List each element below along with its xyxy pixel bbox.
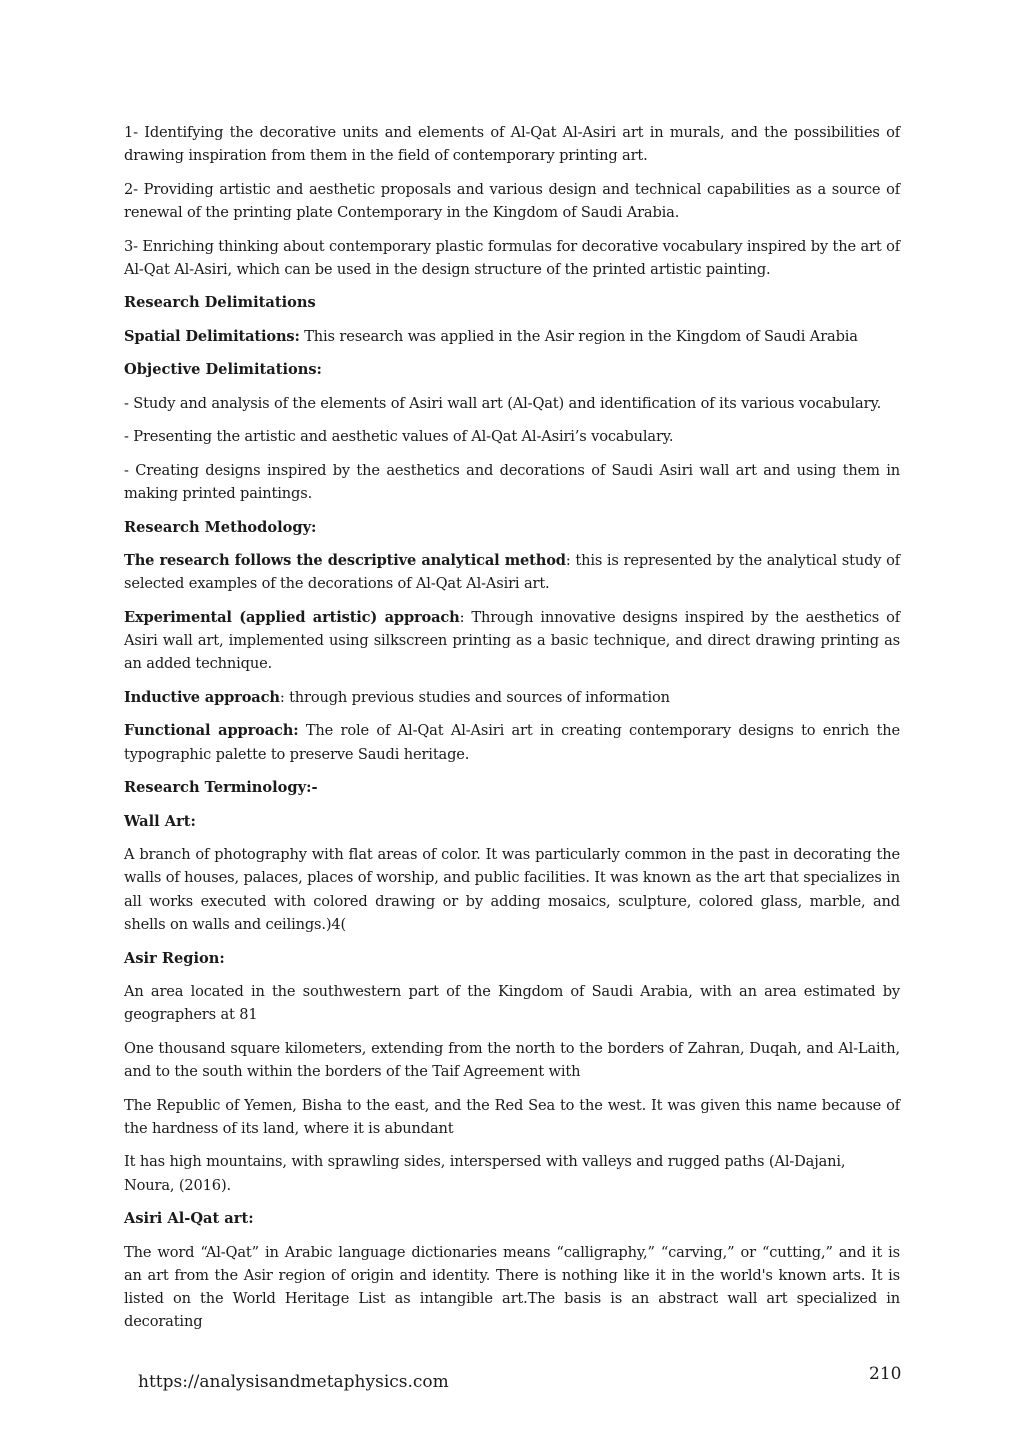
spatial-text: This research was applied in the Asir region in the Kingdom of Saudi Arabia bbox=[299, 327, 858, 345]
document-body bbox=[124, 121, 900, 1344]
wall-art-definition: A branch of photography with flat areas of color. It was particularly common in the past in decorating the walls of houses, palaces, places of worship, and public facilities. It was known as the art that specializes in all works executed with colored drawing or by adding mosaics, sculpture, colored glass, marble, and shells on walls and ceilings.)4( bbox=[124, 846, 900, 934]
descriptive-text: : this is represented by the analytical study of selected examples of the decorations of Al-Qat Al-Asiri art. bbox=[124, 552, 901, 593]
functional-text: The role of Al-Qat Al-Asiri art in creating contemporary designs to enrich the typographic palette to preserve Saudi heritage. bbox=[124, 722, 900, 763]
footer-url-link[interactable]: https://analysisandmetaphysics.com bbox=[138, 1372, 449, 1392]
inductive-label: Inductive approach bbox=[124, 688, 280, 706]
objective-3: 3- Enriching thinking about contemporary plastic formulas for decorative vocabulary inspired by the art of Al-Qat Al-Asiri, which can be used in the design structure of the printed artistic painting. bbox=[124, 237, 900, 278]
inductive-approach bbox=[124, 686, 900, 709]
wall-art-heading: Wall Art: bbox=[124, 812, 196, 830]
objective-item-1: - Study and analysis of the elements of Asiri wall art (Al-Qat) and identification of its various vocabulary. bbox=[124, 394, 882, 412]
asir-paragraph-1: An area located in the southwestern part of the Kingdom of Saudi Arabia, with an area estimated by geographers at 81 bbox=[124, 982, 900, 1024]
functional-approach bbox=[124, 719, 900, 766]
page-number: 210 bbox=[869, 1364, 902, 1384]
objective-item-2: - Presenting the artistic and aesthetic values of Al-Qat Al-Asiri’s vocabulary. bbox=[124, 428, 674, 446]
functional-label: Functional approach: bbox=[124, 722, 299, 740]
asir-paragraph-4: It has high mountains, with sprawling sides, interspersed with valleys and rugged paths (Al-Dajani, Noura, (2016). bbox=[124, 1153, 846, 1194]
objective-1: 1- Identifying the decorative units and elements of Al-Qat Al-Asiri art in murals, and the possibilities of drawing inspiration from them in the field of contemporary printing art. bbox=[124, 124, 900, 165]
experimental-label: Experimental (applied artistic) approach bbox=[124, 608, 460, 626]
spatial-delimitations bbox=[124, 325, 900, 348]
asir-paragraph-2: One thousand square kilometers, extending from the north to the borders of Zahran, Duqah, and Al-Laith, and to the south within the borders of the Taif Agreement with bbox=[124, 1039, 900, 1081]
terminology-heading: Research Terminology:- bbox=[124, 779, 318, 797]
objective-delimitations-heading: Objective Delimitations: bbox=[124, 361, 322, 379]
descriptive-label: The research follows the descriptive analytical method bbox=[124, 552, 566, 570]
descriptive-method bbox=[124, 549, 900, 596]
asir-paragraph-3: The Republic of Yemen, Bisha to the east, and the Red Sea to the west. It was given this name because of the hardness of its land, where it is abundant bbox=[124, 1096, 900, 1137]
experimental-text: : Through innovative designs inspired by the aesthetics of Asiri wall art, implemented using silkscreen printing as a basic technique, and direct drawing printing as an added technique. bbox=[124, 608, 900, 673]
spatial-label: Spatial Delimitations: bbox=[124, 327, 300, 345]
methodology-heading: Research Methodology: bbox=[124, 518, 317, 536]
delimitations-heading: Research Delimitations bbox=[124, 294, 316, 312]
objective-item-3: - Creating designs inspired by the aesthetics and decorations of Saudi Asiri wall art and using them in making printed paintings. bbox=[124, 461, 900, 503]
objective-2: 2- Providing artistic and aesthetic proposals and various design and technical capabilities as a source of renewal of the printing plate Contemporary in the Kingdom of Saudi Arabia. bbox=[124, 180, 900, 222]
experimental-approach bbox=[124, 606, 900, 676]
asir-region-heading: Asir Region: bbox=[124, 949, 225, 967]
inductive-text: : through previous studies and sources of information bbox=[279, 688, 670, 706]
qat-art-definition: The word “Al-Qat” in Arabic language dictionaries means “calligraphy,” “carving,” or “cutting,” and it is an art from the Asir region of origin and identity. There is nothing like it in the world's known arts. It is listed on the World Heritage List as intangible art.The basis is an abstract wall art specialized in decorating bbox=[124, 1243, 900, 1331]
qat-art-heading: Asiri Al-Qat art: bbox=[124, 1210, 254, 1228]
